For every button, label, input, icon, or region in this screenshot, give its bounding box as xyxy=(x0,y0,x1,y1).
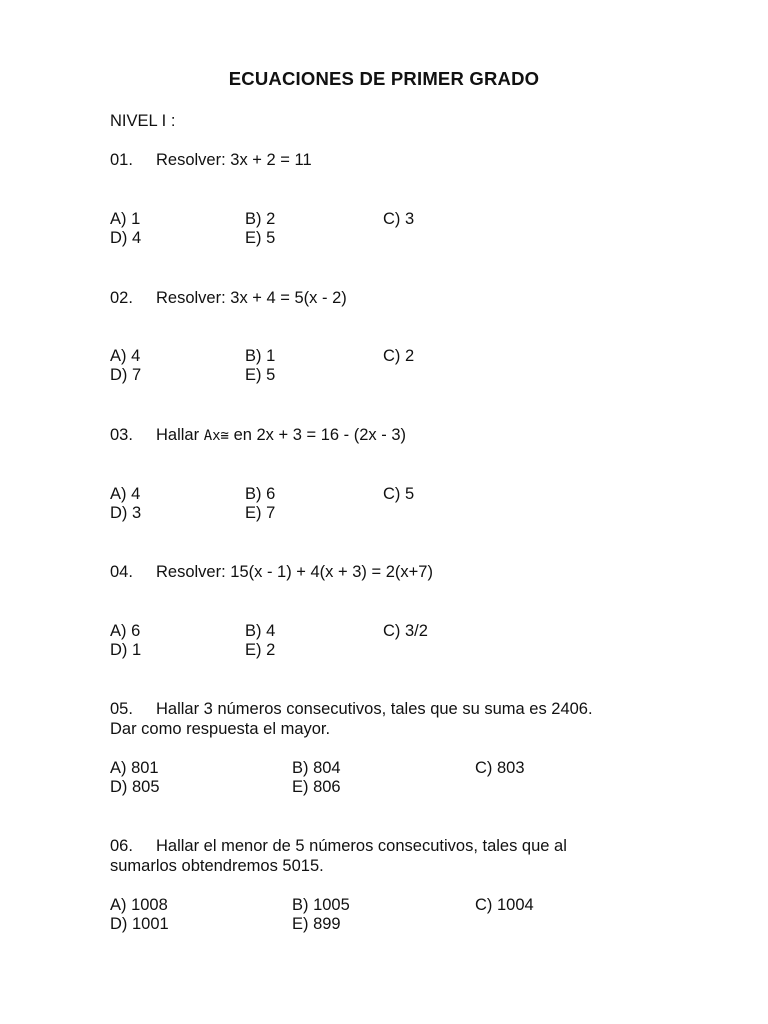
option-b: B) 1 xyxy=(245,347,276,365)
question-text: Resolver: 15(x - 1) + 4(x + 3) = 2(x+7) xyxy=(156,563,433,581)
variable-symbol: Ax≅ xyxy=(203,428,229,444)
option-e: E) 7 xyxy=(245,504,276,522)
option-a: A) 1 xyxy=(110,210,141,228)
option-b: B) 804 xyxy=(292,759,341,777)
option-d: D) 805 xyxy=(110,778,160,796)
question-05 xyxy=(110,700,593,719)
option-e: E) 2 xyxy=(245,641,276,659)
level-heading: NIVEL I : xyxy=(110,112,176,130)
question-text: Hallar 3 números consecutivos, tales que su suma es 2406. xyxy=(156,700,593,718)
question-text-start: Hallar xyxy=(156,426,204,444)
question-number: 02. xyxy=(110,289,133,307)
question-text: Resolver: 3x + 2 = 11 xyxy=(156,151,312,169)
question-text-end: en 2x + 3 = 16 - (2x - 3) xyxy=(228,426,406,444)
option-a: A) 801 xyxy=(110,759,159,777)
option-b: B) 2 xyxy=(245,210,276,228)
question-number: 05. xyxy=(110,700,133,718)
option-a: A) 1008 xyxy=(110,896,168,914)
option-e: E) 5 xyxy=(245,229,276,247)
option-e: E) 806 xyxy=(292,778,341,796)
question-text: Hallar el menor de 5 números consecutivos, tales que al xyxy=(156,837,567,855)
option-d: D) 4 xyxy=(110,229,142,247)
option-e: E) 899 xyxy=(292,915,341,933)
question-02 xyxy=(110,289,347,308)
question-number: 06. xyxy=(110,837,133,855)
question-06 xyxy=(110,837,567,856)
question-04 xyxy=(110,563,433,582)
option-c: C) 2 xyxy=(383,347,415,365)
option-c: C) 5 xyxy=(383,485,415,503)
question-text: Resolver: 3x + 4 = 5(x - 2) xyxy=(156,289,347,307)
option-e: E) 5 xyxy=(245,366,276,384)
option-c: C) 3/2 xyxy=(383,622,428,640)
option-d: D) 3 xyxy=(110,504,142,522)
question-06-line2: sumarlos obtendremos 5015. xyxy=(110,857,324,875)
option-c: C) 803 xyxy=(475,759,525,777)
question-number: 01. xyxy=(110,151,133,169)
question-number: 04. xyxy=(110,563,133,581)
option-a: A) 4 xyxy=(110,347,141,365)
question-03 xyxy=(110,426,406,446)
option-a: A) 6 xyxy=(110,622,141,640)
option-c: C) 3 xyxy=(383,210,415,228)
question-01 xyxy=(110,151,312,170)
option-b: B) 4 xyxy=(245,622,276,640)
page-title: ECUACIONES DE PRIMER GRADO xyxy=(228,68,540,89)
option-b: B) 1005 xyxy=(292,896,350,914)
option-d: D) 1001 xyxy=(110,915,169,933)
question-05-line2: Dar como respuesta el mayor. xyxy=(110,720,331,738)
question-number: 03. xyxy=(110,426,133,444)
option-d: D) 1 xyxy=(110,641,142,659)
option-a: A) 4 xyxy=(110,485,141,503)
option-c: C) 1004 xyxy=(475,896,534,914)
option-b: B) 6 xyxy=(245,485,276,503)
option-d: D) 7 xyxy=(110,366,142,384)
